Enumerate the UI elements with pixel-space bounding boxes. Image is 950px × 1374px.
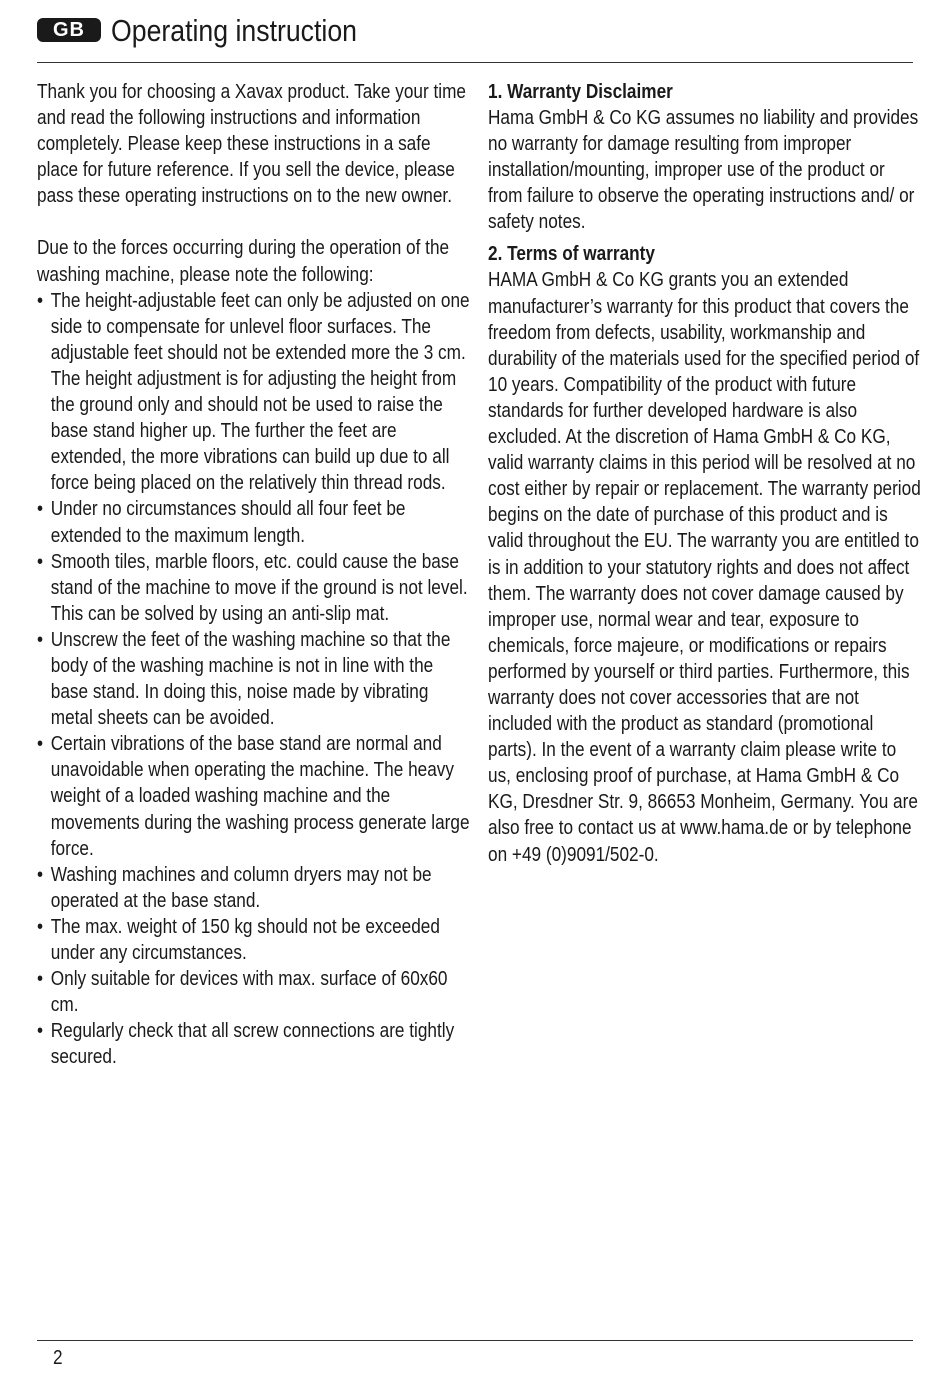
right-column — [488, 79, 923, 868]
terms-of-warranty-body: HAMA GmbH & Co KG grants you an extended manufacturer’s warranty for this product that covers the freedom from defects, usability, workmanship and durability of the materials used for the specified period of 10 years. Compatibility of the product with future standards for further developed hardware is also excluded. At the discretion of Hama GmbH & Co KG, valid warranty claims in this period will be resolved at no cost either by repair or replacement. The warranty period begins on the date of purchase of this product and is valid throughout the EU. The warranty you are entitled to is in addition to your statutory rights and does not affect them. The warranty does not cover damage caused by improper use, normal wear and tear, exposure to chemicals, force majeure, or modifications or repairs performed by yourself or third parties. Furthermore, this warranty does not cover accessories that are not included with the product as standard (promotional parts). In the event of a warranty claim please write to us, enclosing proof of purchase, at Hama GmbH & Co KG, Dresdner Str. 9, 86653 Monheim, Germany. You are also free to contact us at www.hama.de or by telephone on +49 (0)9091/502-0. — [488, 269, 921, 866]
intro-paragraph: Thank you for choosing a Xavax product. Take your time and read the following instructions and information completely. Please keep these instructions in a safe place for future reference. If you sell the device, please pass these operating instructions on to the new owner. — [37, 81, 466, 208]
terms-of-warranty-heading: 2. Terms of warranty — [488, 243, 655, 266]
list-item: • Unscrew the feet of the washing machine so that the body of the washing machine is not in line with the base stand. In doing this, noise made by vibrating metal sheets can be avoided. — [37, 628, 451, 730]
list-item: • Certain vibrations of the base stand are normal and unavoidable when operating the machine. The heavy weight of a loaded washing machine and the movements during the washing process generate large force. — [37, 733, 470, 860]
list-item: • Under no circumstances should all four feet be extended to the maximum length. — [37, 498, 406, 547]
language-badge: GB — [37, 18, 101, 42]
left-column — [37, 79, 472, 1070]
list-item: • Smooth tiles, marble floors, etc. could cause the base stand of the machine to move if the ground is not level. This can be solved by using an anti-slip mat. — [37, 550, 468, 625]
list-item: • Washing machines and column dryers may not be operated at the base stand. — [37, 863, 432, 912]
footer-rule — [37, 1340, 913, 1341]
page-number: 2 — [53, 1347, 63, 1369]
safety-bullet-list — [37, 288, 471, 1071]
list-item: • The max. weight of 150 kg should not be exceeded under any circumstances. — [37, 915, 440, 964]
list-item: • Only suitable for devices with max. surface of 60x60 cm. — [37, 968, 448, 1017]
page-header — [37, 12, 913, 62]
header-rule — [37, 62, 913, 63]
list-item: • Regularly check that all screw connections are tightly secured. — [37, 1020, 455, 1069]
warranty-disclaimer-body: Hama GmbH & Co KG assumes no liability and provides no warranty for damage resulting from improper installation/mounting, improper use of the product or from failure to observe the operating instructions and/ or safety notes. — [488, 107, 919, 234]
forces-intro-paragraph: Due to the forces occurring during the operation of the washing machine, please note the following: — [37, 237, 450, 286]
warranty-disclaimer-heading: 1. Warranty Disclaimer — [488, 81, 673, 103]
document-title: Operating instruction — [111, 13, 358, 48]
list-item: • The height-adjustable feet can only be adjusted on one side to compensate for unlevel floor surfaces. The adjustable feet should not be extended more the 3 cm. The height adjustment is for adjusting the height from the ground only and should not be used to raise the base stand higher up. The further the feet are extended, the more vibrations can build up due to all force being placed on the relatively thin thread rods. — [37, 289, 470, 495]
